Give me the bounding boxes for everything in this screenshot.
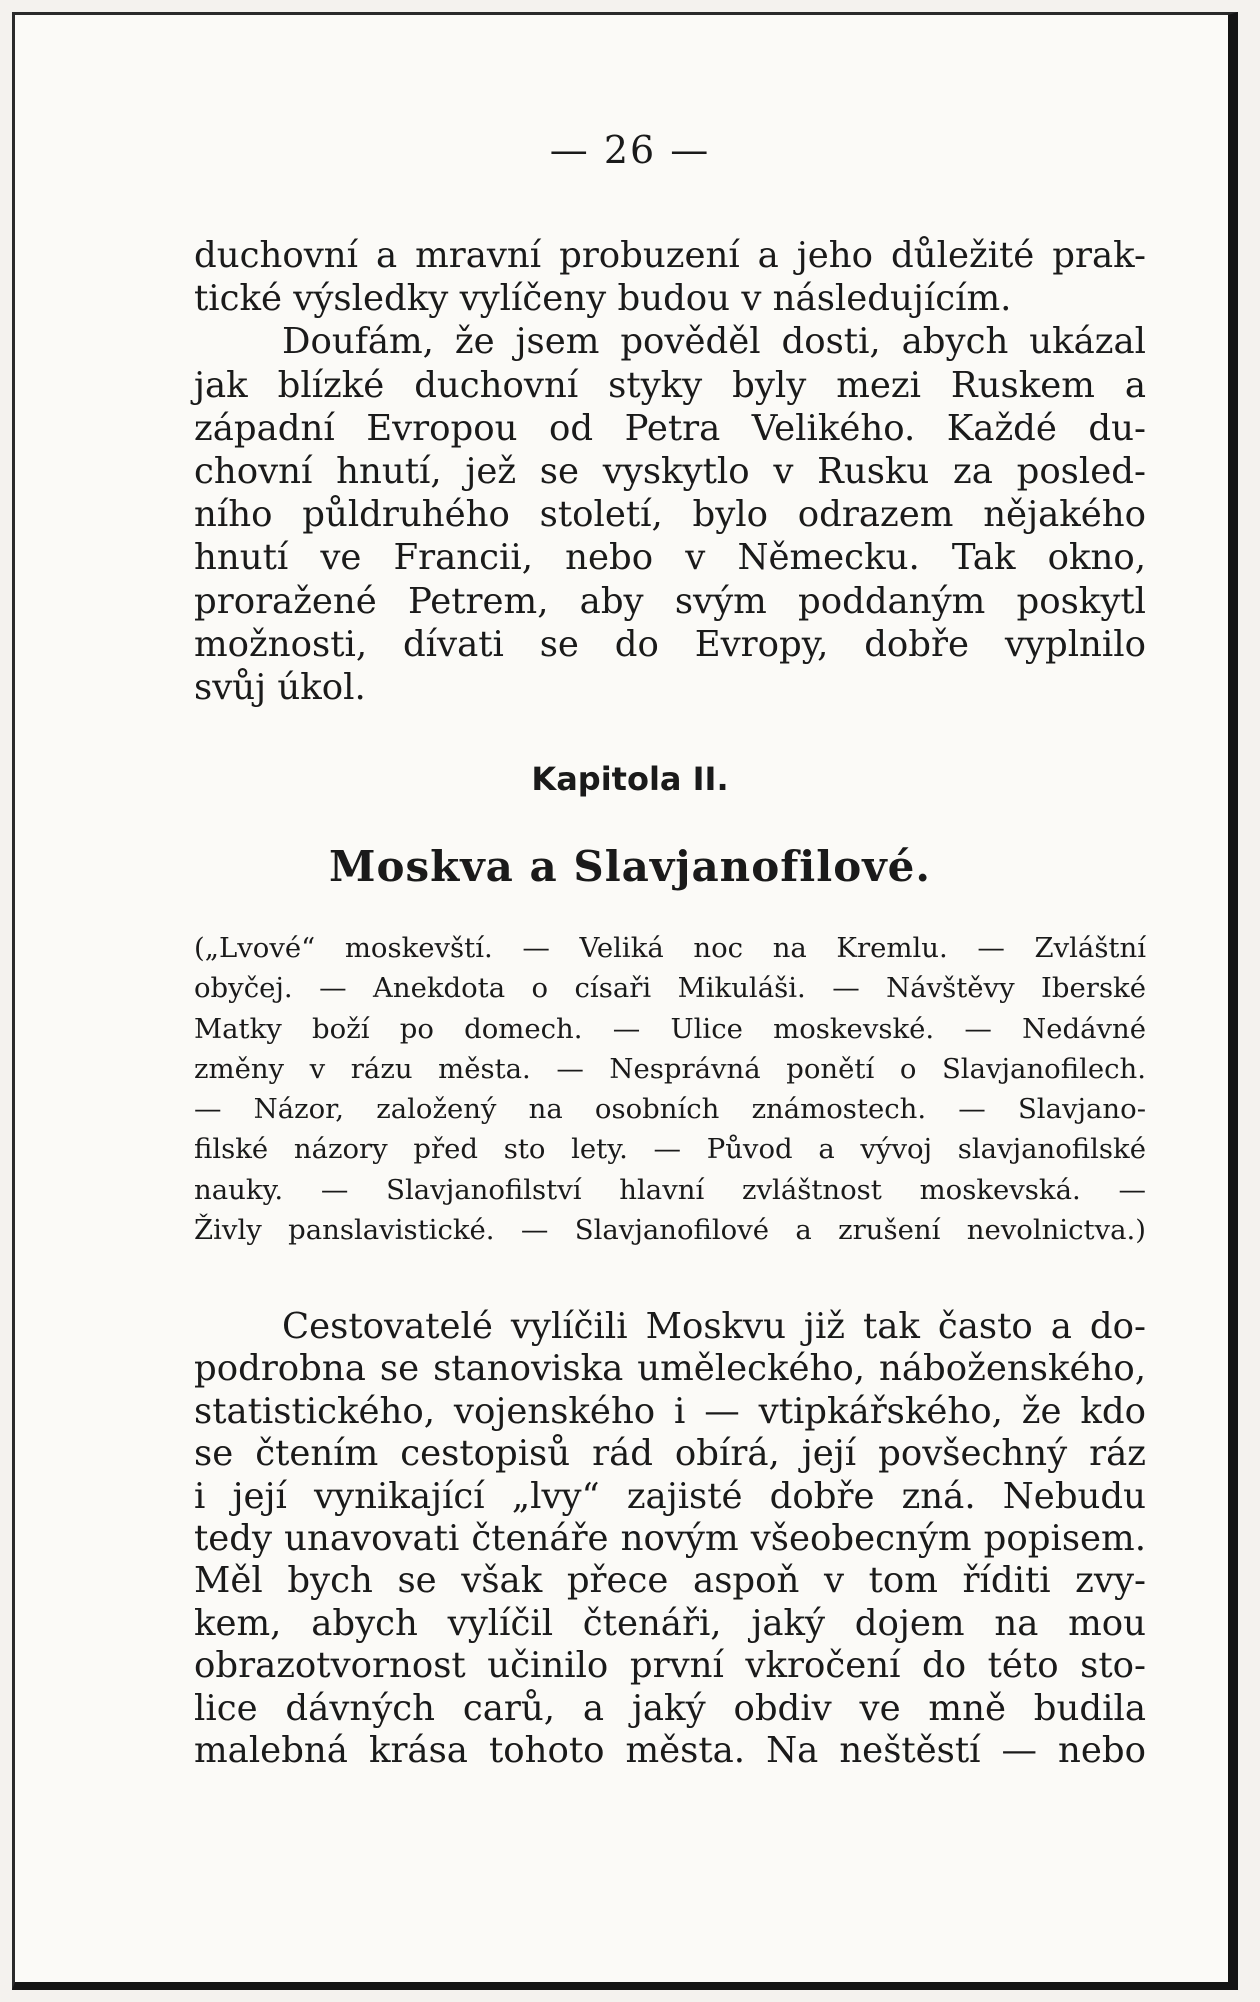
text-line: podrobna se stanoviska uměleckého, náboženského, xyxy=(194,1348,1146,1390)
summary-line: obyčej. — Anekdota o císaři Mikuláši. — Návštěvy Iberské xyxy=(194,972,1146,1005)
summary-line: změny v rázu města. — Nesprávná ponětí o Slavjanofilech. xyxy=(194,1052,1146,1085)
text-line: hnutí ve Francii, nebo v Německu. Tak okno, xyxy=(194,537,1146,579)
text-line: i její vynikající „lvy“ zajisté dobře zná. Nebudu xyxy=(194,1475,1146,1517)
summary-line: Živly panslavistické. — Slavjanofilové a zrušení nevolnictva.) xyxy=(194,1214,1146,1247)
text-line: Doufám, že jsem pověděl dosti, abych ukázal xyxy=(282,321,1146,363)
text-line: se čtením cestopisů rád obírá, její povšechný ráz xyxy=(194,1433,1146,1475)
text-line: statistického, vojenského i — vtipkářského, že kdo xyxy=(194,1390,1146,1432)
text-line: jak blízké duchovní styky byly mezi Ruskem a xyxy=(194,364,1146,406)
summary-line: filské názory před sto lety. — Původ a vývoj slavjanofilské xyxy=(194,1133,1146,1166)
text-line: tedy unavovati čtenáře novým všeobecným popisem. xyxy=(194,1518,1146,1560)
paragraph-2 xyxy=(194,1306,1146,1772)
summary-line: Matky boží po domech. — Ulice moskevské. — Nedávné xyxy=(194,1012,1146,1045)
chapter-label: Kapitola II. xyxy=(531,760,729,798)
paragraph-1 xyxy=(194,234,1146,709)
text-line: chovní hnutí, jež se vyskytlo v Rusku za posled- xyxy=(194,451,1146,493)
chapter-title: Moskva a Slavjanofilové. xyxy=(329,842,931,891)
text-line: proražené Petrem, aby svým poddaným poskytl xyxy=(194,580,1146,622)
text-line: kem, abych vylíčil čtenáři, jaký dojem na mou xyxy=(194,1602,1146,1644)
summary-line: — Názor, založený na osobních známostech. — Slavjano- xyxy=(194,1093,1146,1126)
text-line: Měl bych se však přece aspoň v tom říditi zvy- xyxy=(194,1560,1146,1602)
text-line: tické výsledky vylíčeny budou v následujícím. xyxy=(194,278,1012,320)
text-line: malebná krása tohoto města. Na neštěstí — nebo xyxy=(194,1730,1146,1772)
text-line: duchovní a mravní probuzení a jeho důležité prak- xyxy=(194,235,1146,276)
text-line: západní Evropou od Petra Velikého. Každé du- xyxy=(194,407,1146,449)
text-line: možnosti, dívati se do Evropy, dobře vyplnilo xyxy=(194,623,1146,665)
text-line: lice dávných carů, a jaký obdiv ve mně budila xyxy=(194,1687,1146,1729)
summary-line: nauky. — Slavjanofilství hlavní zvláštnost moskevská. — xyxy=(194,1173,1146,1206)
text-line: Cestovatelé vylíčili Moskvu již tak často a do- xyxy=(282,1306,1146,1347)
text-line: ního půldruhého století, bylo odrazem nějakého xyxy=(194,494,1146,536)
text-line: obrazotvornost učinilo první vkročení do této sto- xyxy=(194,1645,1146,1687)
text-line: svůj úkol. xyxy=(194,667,366,709)
page-number: — 26 — xyxy=(549,128,711,172)
summary-line: („Lvové“ moskevští. — Veliká noc na Kremlu. — Zvláštní xyxy=(194,932,1146,964)
chapter-summary xyxy=(194,928,1146,1250)
